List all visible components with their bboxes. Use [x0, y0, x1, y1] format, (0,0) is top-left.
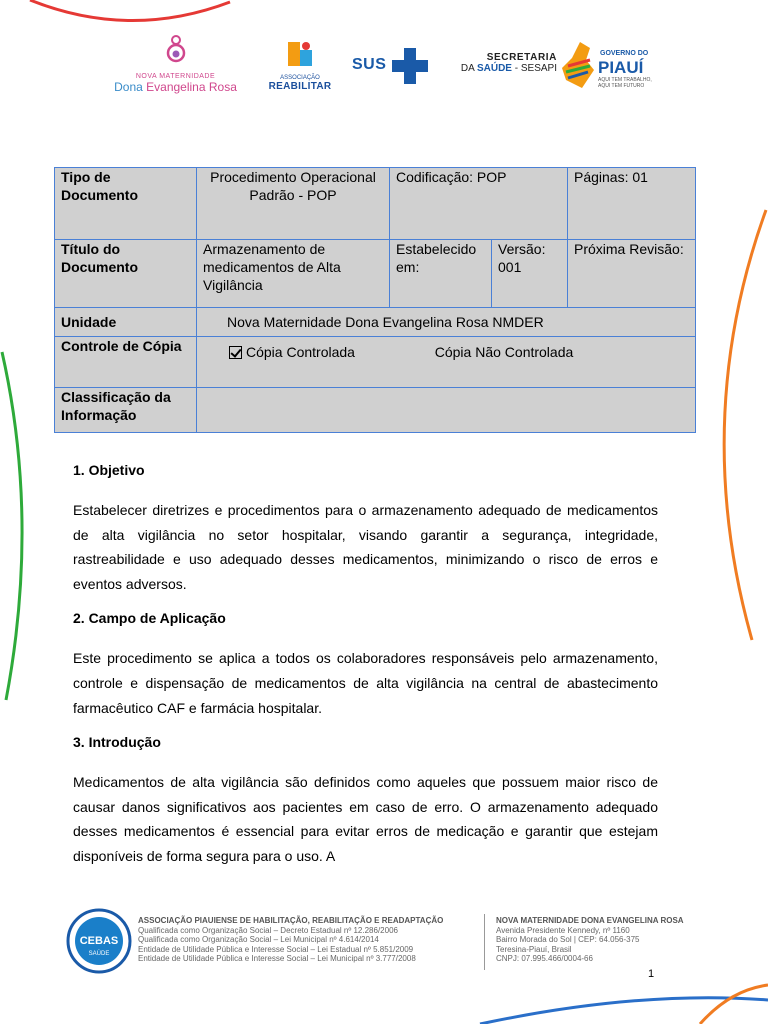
table-row: [55, 337, 696, 388]
arc-orange-right: [724, 210, 766, 640]
footer-right-line: NOVA MATERNIDADE DONA EVANGELINA ROSA: [496, 916, 684, 925]
copia-nao-controlada-label: Cópia Não Controlada: [434, 344, 574, 360]
footer-left-line: Entidade de Utilidade Pública e Interesse Social – Lei Municipal nº 3.777/2008: [138, 954, 416, 964]
copia-controlada-label: Cópia Controlada: [246, 344, 355, 360]
versao-cell: Versão: 001: [492, 240, 568, 308]
piaui-logo-line2: PIAUÍ: [598, 58, 644, 77]
section-paragraph: Este procedimento se aplica a todos os colaboradores responsáveis pelo armazenamento, controle e dispensação de medicamentos de alta vigilância na central de abastecimento farmacêutico CAF e farmácia hospitalar.: [73, 650, 658, 716]
reabilitar-emblem-icon: [286, 40, 314, 68]
section-paragraph: Medicamentos de alta vigilância são definidos como aqueles que possuem maior risco de causar danos significativos aos pacientes em caso de erro. O armazenamento adequado desses medicamentos é essencial para evitar erros de medicação e garantir que estejam disponíveis de forma segura para o uso. A: [73, 774, 658, 864]
document-body: [73, 460, 658, 881]
arc-blue-bottom: [480, 998, 768, 1024]
footer-right-line: Teresina-Piauí, Brasil: [496, 944, 572, 954]
unidade-value: Nova Maternidade Dona Evangelina Rosa NMDER: [197, 308, 696, 337]
section-paragraph: Estabelecer diretrizes e procedimentos para o armazenamento adequado de medicamentos de alta vigilância no setor hospitalar, visando garantir a segurança, integridade, rastreabilidade e uso adequado desses medicamentos, minimizando o risco de erros e eventos adversos.: [73, 502, 658, 592]
sus-cross-icon: [390, 46, 430, 86]
estabelecido-cell: Estabelecido em:: [390, 240, 492, 308]
controle-label: Controle de Cópia: [55, 337, 197, 388]
classificacao-value: [197, 388, 696, 433]
reabilitar-logo-line1: ASSOCIAÇÃO: [280, 75, 320, 81]
unidade-label: Unidade: [55, 308, 197, 337]
cebas-seal-icon: [66, 908, 132, 974]
section-heading: 2. Campo de Aplicação: [73, 610, 226, 627]
page-number: 1: [648, 968, 655, 980]
footer-divider: [484, 914, 485, 970]
cebas-seal-label: CEBAS: [79, 935, 119, 947]
nmder-logo-line2: Dona Evangelina Rosa: [114, 80, 237, 94]
paginas-cell: Páginas: 01: [568, 168, 696, 240]
footer-address-info: [496, 916, 736, 964]
table-row: [55, 308, 696, 337]
section-heading: 1. Objetivo: [73, 462, 145, 478]
mother-baby-icon: [164, 34, 188, 64]
codificacao-cell: Codificação: POP: [390, 168, 568, 240]
reabilitar-logo-line2: REABILITAR: [268, 81, 332, 92]
footer-left-line: Qualificada como Organização Social – Lei Municipal nº 4.614/2014: [138, 935, 379, 945]
table-row: [55, 168, 696, 240]
footer-right-line: Avenida Presidente Kennedy, nº 1160: [496, 925, 630, 935]
document-header-table: [54, 167, 696, 433]
cebas-seal-sublabel: SAÚDE: [88, 951, 110, 957]
section-heading: 3. Introdução: [73, 734, 161, 751]
table-row: [55, 388, 696, 433]
footer-right-line: Bairro Morada do Sol | CEP: 64.056-375: [496, 935, 640, 945]
footer-association-info: [138, 916, 478, 964]
arc-orange-bottom: [700, 985, 768, 1024]
nmder-logo-line1: NOVA MATERNIDADE: [135, 73, 216, 80]
secretaria-logo-line1: SECRETARIA: [486, 52, 557, 63]
piaui-logo: [560, 40, 660, 92]
tipo-value: Procedimento Operacional Padrão - POP: [197, 168, 390, 240]
proxima-revisao-cell: Próxima Revisão:: [568, 240, 696, 308]
sus-logo-text: SUS: [352, 56, 387, 73]
table-row: [55, 240, 696, 308]
arc-green-left: [2, 352, 22, 700]
secretaria-logo-line2: DA SAÚDE - SESAPI: [460, 63, 557, 74]
arc-red-top: [30, 0, 230, 21]
footer-left-line: Qualificada como Organização Social – Decreto Estadual nº 12.286/2006: [138, 925, 398, 935]
controle-value: [197, 337, 696, 388]
checked-checkbox-icon[interactable]: [229, 346, 242, 359]
footer-left-line: ASSOCIAÇÃO PIAUIENSE DE HABILITAÇÃO, REABILITAÇÃO E READAPTAÇÃO: [138, 916, 444, 925]
sus-logo: [352, 46, 432, 86]
piaui-logo-line3: AQUI TEM TRABALHO, AQUI TEM FUTURO: [598, 77, 652, 89]
reabilitar-logo: [264, 40, 336, 92]
footer-right-line: CNPJ: 07.995.466/0004-66: [496, 954, 593, 964]
titulo-value: Armazenamento de medicamentos de Alta Vigilância: [197, 240, 390, 308]
classificacao-label: Classificação da Informação: [55, 388, 197, 433]
titulo-label: Título do Documento: [55, 240, 197, 308]
piaui-logo-line1: GOVERNO DO: [600, 50, 649, 57]
footer-left-line: Entidade de Utilidade Pública e Interesse Social – Lei Estadual nº 5.851/2009: [138, 944, 414, 954]
tipo-label: Tipo de Documento: [55, 168, 197, 240]
piaui-map-icon: [560, 40, 598, 90]
nmder-logo: [108, 34, 243, 94]
secretaria-logo: [452, 52, 557, 84]
